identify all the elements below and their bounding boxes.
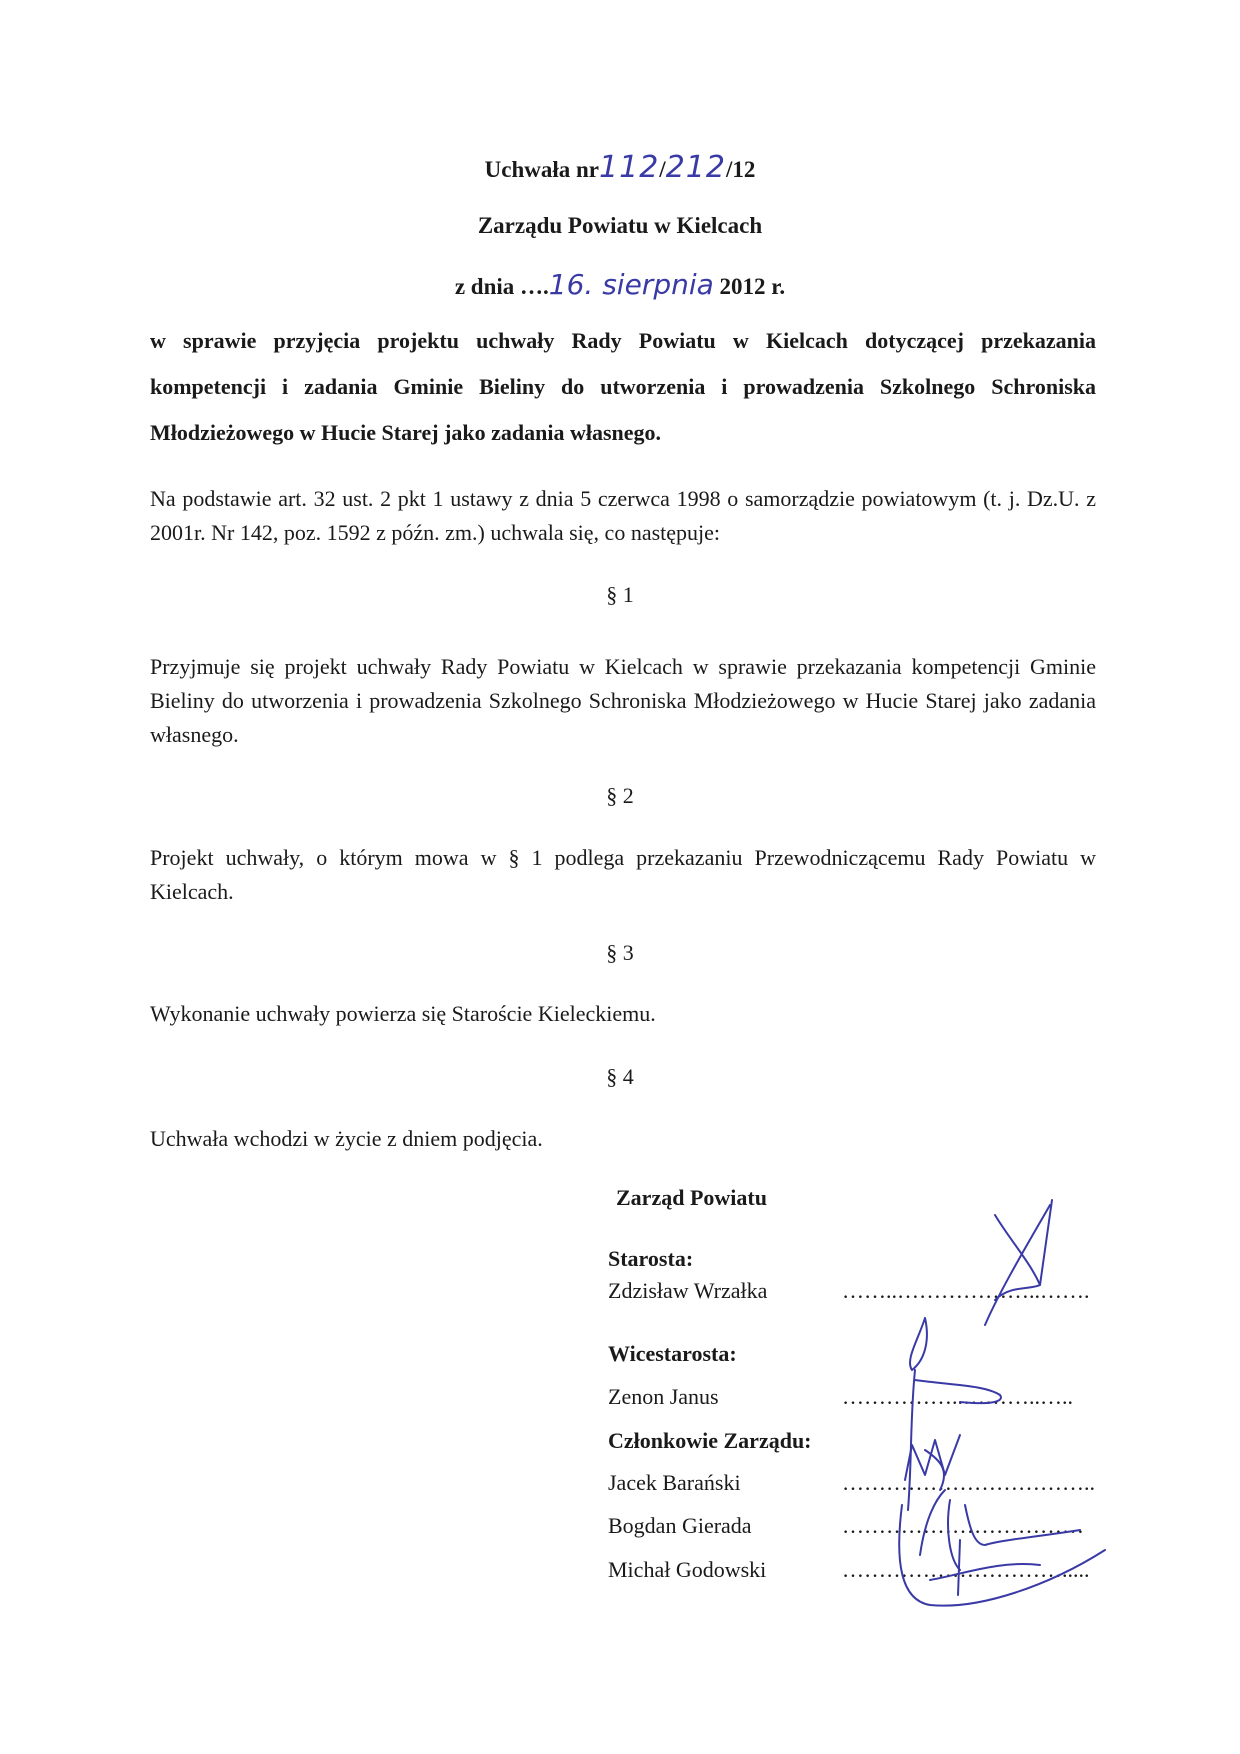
council-name: Zarządu Powiatu w Kielcach [477, 213, 763, 238]
date-prefix: z dnia …. [454, 274, 549, 299]
starosta-label: Starosta: [608, 1246, 694, 1271]
wicestarosta-label: Wicestarosta: [608, 1341, 737, 1366]
wicestarosta-name: Zenon Janus [608, 1384, 719, 1409]
signature-line-5: …………………………..... [842, 1557, 1090, 1582]
starosta-name: Zdzisław Wrzałka [608, 1278, 768, 1303]
section-mark-4: § 4 [606, 1064, 634, 1089]
resolution-subject: w sprawie przyjęcia projektu uchwały Rady Powiatu w Kielcach dotyczącej przekazania kompetencji i zadania Gminie Bieliny do utworzenia i prowadzenia Szkolnego Schroniska Młodzieżowego w Hucie Starej jako zadania własnego. [150, 328, 1096, 445]
date-suffix: 2012 r. [713, 274, 786, 299]
members-label: Członkowie Zarządu: [608, 1428, 812, 1453]
section-text-3: Wykonanie uchwały powierza się Staroście Kieleckiemu. [150, 1001, 656, 1026]
handwritten-date: 16. sierpnia [548, 268, 714, 301]
signature-starosta [985, 1200, 1052, 1325]
title-separator: / [659, 157, 666, 182]
section-mark-1: § 1 [606, 582, 634, 607]
member-name-2: Bogdan Gierada [608, 1513, 752, 1538]
member-name-3: Michał Godowski [608, 1557, 767, 1582]
signature-line-2: ……………..………..….. [842, 1384, 1073, 1409]
title-prefix: Uchwała nr [484, 157, 600, 182]
section-mark-3: § 3 [606, 940, 634, 965]
signature-line-3: …………………………….. [842, 1470, 1095, 1495]
resolution-date [0, 268, 1240, 301]
section-text-1: Przyjmuje się projekt uchwały Rady Powiatu w Kielcach w sprawie przekazania kompetencji Gminie Bieliny do utworzenia i prowadzenia Szkolnego Schroniska Młodzieżowego w Hucie Starej jako zadania własnego. [150, 654, 1096, 747]
board-title: Zarząd Powiatu [616, 1185, 767, 1210]
signature-line-1: ……..………………..……. [842, 1278, 1090, 1303]
section-text-4: Uchwała wchodzi w życie z dniem podjęcia. [150, 1126, 543, 1151]
resolution-title [0, 150, 1240, 185]
section-text-2: Projekt uchwały, o którym mowa w § 1 podlega przekazaniu Przewodniczącemu Rady Powiatu w Kielcach. [150, 845, 1096, 904]
legal-basis: Na podstawie art. 32 ust. 2 pkt 1 ustawy z dnia 5 czerwca 1998 o samorządzie powiatowym (t. j. Dz.U. z 2001r. Nr 142, poz. 1592 z późn. zm.) uchwala się, co następuje: [150, 486, 1096, 545]
title-suffix: /12 [725, 157, 756, 182]
signature-line-4: …………………………… [842, 1513, 1084, 1538]
handwritten-number-2: 212 [665, 150, 726, 185]
section-mark-2: § 2 [606, 783, 634, 808]
member-name-1: Jacek Barański [608, 1470, 741, 1495]
handwritten-number-1: 112 [599, 150, 660, 185]
